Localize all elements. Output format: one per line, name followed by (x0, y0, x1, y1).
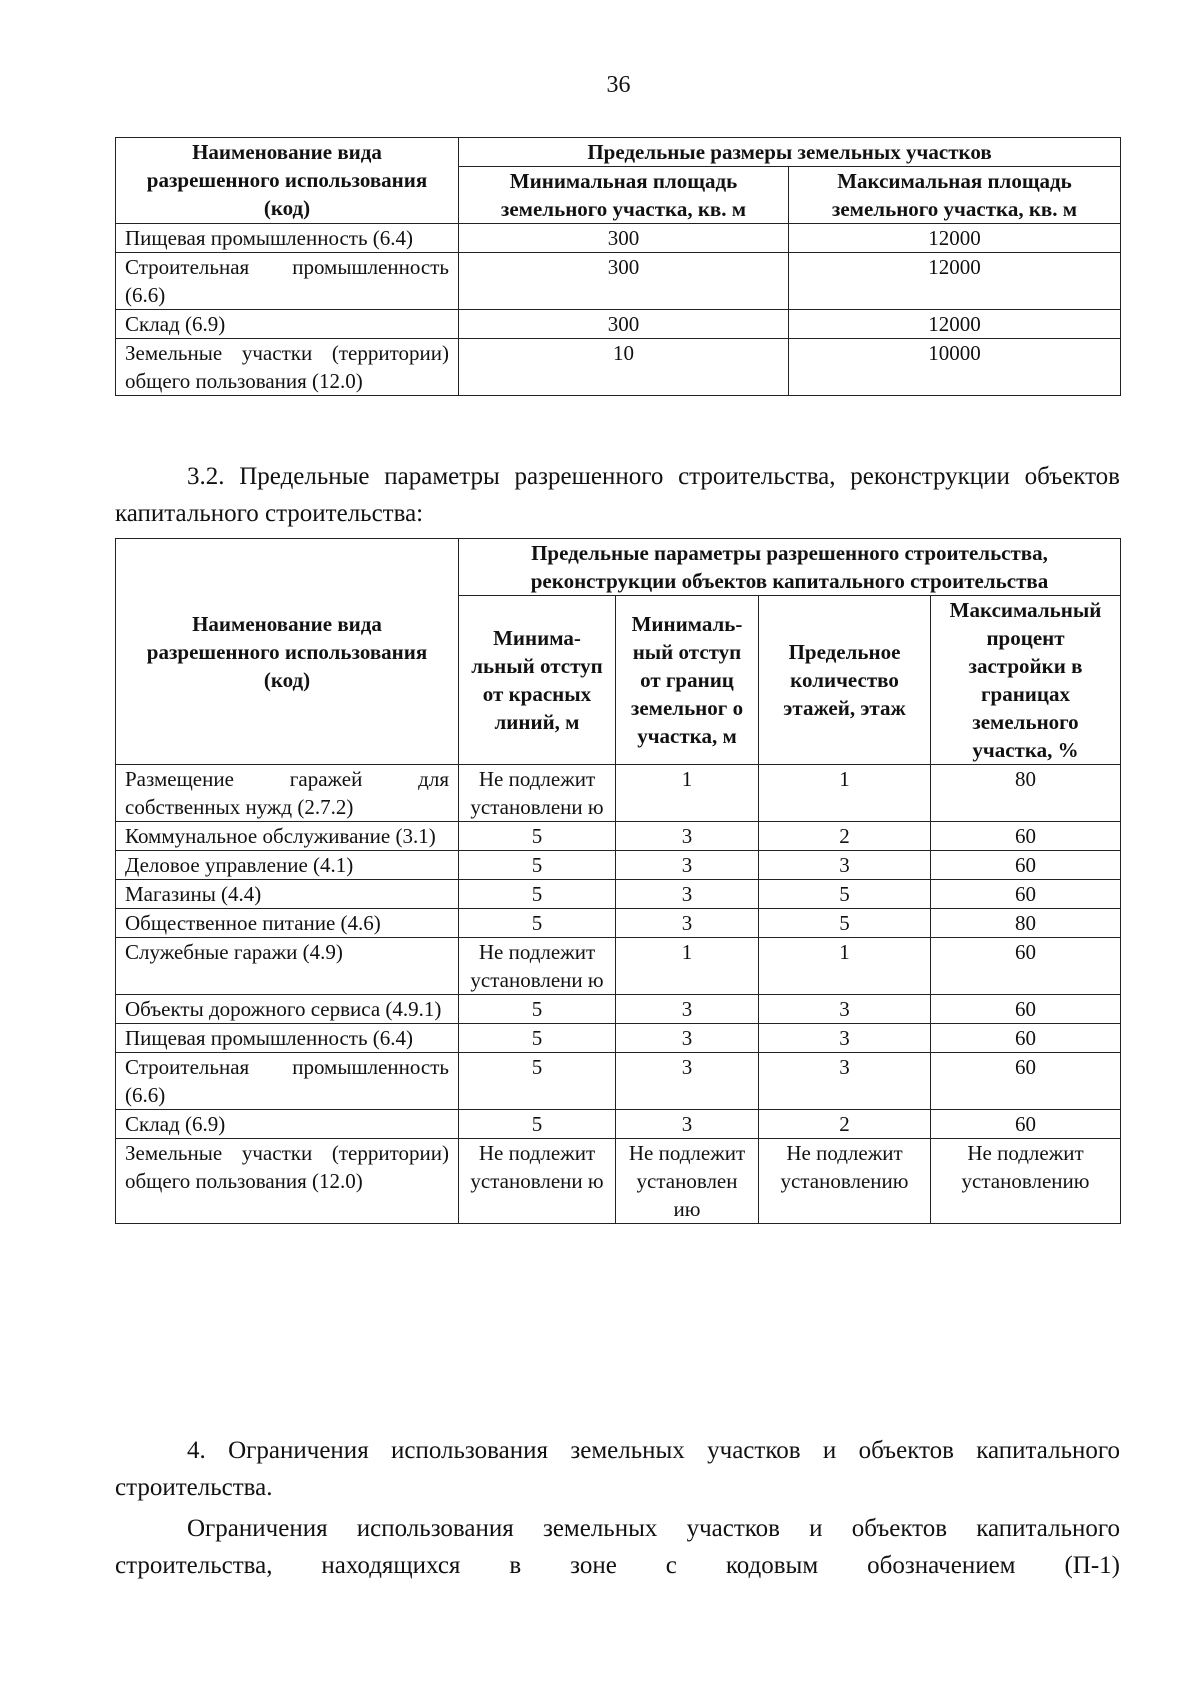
red-line-setback-value: Не подлежит установлени ю (459, 765, 616, 822)
red-line-setback-value: 5 (459, 995, 616, 1024)
use-type-name: Объекты дорожного сервиса (4.9.1) (116, 995, 459, 1024)
coverage-percent-value: 80 (931, 909, 1121, 938)
table-row (116, 253, 1121, 310)
table-row (116, 1024, 1121, 1053)
use-type-name: Размещение гаражей для собственных нужд (2.7.2) (116, 765, 459, 822)
coverage-percent-value: 60 (931, 1053, 1121, 1110)
floors-limit-value: 3 (759, 851, 931, 880)
header-construction-limits: Предельные параметры разрешенного строительства, реконструкции объектов капитального строительства (459, 539, 1121, 596)
use-type-name: Служебные гаражи (4.9) (116, 938, 459, 995)
boundary-setback-value: 3 (616, 1110, 759, 1139)
page-number: 36 (606, 72, 631, 98)
boundary-setback-value: Не подлежит установлен ию (616, 1139, 759, 1224)
use-type-name: Строительная промышленность (6.6) (116, 1053, 459, 1110)
boundary-setback-value: 3 (616, 995, 759, 1024)
use-type-name: Строительная промышленность (6.6) (116, 253, 459, 310)
table-row (116, 765, 1121, 822)
use-type-name: Деловое управление (4.1) (116, 851, 459, 880)
header-size-limits: Предельные размеры земельных участков (459, 138, 1121, 167)
boundary-setback-value: 3 (616, 822, 759, 851)
use-type-name: Земельные участки (территории) общего пользования (12.0) (116, 1139, 459, 1224)
red-line-setback-value: 5 (459, 909, 616, 938)
coverage-percent-value: Не подлежит установлению (931, 1139, 1121, 1224)
boundary-setback-value: 1 (616, 765, 759, 822)
coverage-percent-value: 60 (931, 1024, 1121, 1053)
table-row (116, 995, 1121, 1024)
table-row (116, 224, 1121, 253)
header-red-line-setback: Минима-льный отступ от красных линий, м (459, 596, 616, 765)
table-row (116, 310, 1121, 339)
header-min-area: Минимальная площадь земельного участка, кв. м (459, 167, 789, 224)
red-line-setback-value: 5 (459, 880, 616, 909)
coverage-percent-value: 60 (931, 995, 1121, 1024)
max-area-value: 12000 (789, 310, 1121, 339)
red-line-setback-value: Не подлежит установлени ю (459, 1139, 616, 1224)
red-line-setback-value: 5 (459, 1053, 616, 1110)
table-row (116, 880, 1121, 909)
boundary-setback-value: 3 (616, 851, 759, 880)
use-type-name: Земельные участки (территории) общего пользования (12.0) (116, 339, 459, 396)
coverage-percent-value: 60 (931, 938, 1121, 995)
section-4-paragraph: Ограничения использования земельных участков и объектов капитального строительства, находящихся в зоне с кодовым обозначением (П-1) (115, 1515, 1120, 1579)
use-type-name: Пищевая промышленность (6.4) (116, 1024, 459, 1053)
boundary-setback-value: 3 (616, 1024, 759, 1053)
floors-limit-value: 5 (759, 909, 931, 938)
floors-limit-value: 1 (759, 765, 931, 822)
coverage-percent-value: 60 (931, 880, 1121, 909)
header-max-area: Максимальная площадь земельного участка, кв. м (789, 167, 1121, 224)
coverage-percent-value: 60 (931, 1110, 1121, 1139)
floors-limit-value: 3 (759, 995, 931, 1024)
min-area-value: 10 (459, 339, 789, 396)
table-row (116, 822, 1121, 851)
min-area-value: 300 (459, 310, 789, 339)
table-row (116, 1110, 1121, 1139)
coverage-percent-value: 60 (931, 851, 1121, 880)
use-type-name: Магазины (4.4) (116, 880, 459, 909)
use-type-name: Пищевая промышленность (6.4) (116, 224, 459, 253)
header-boundary-setback: Минималь-ный отступ от границ земельног о участка, м (616, 596, 759, 765)
table-row (116, 1053, 1121, 1110)
red-line-setback-value: 5 (459, 851, 616, 880)
section-3-2-heading: 3.2. Предельные параметры разрешенного строительства, реконструкции объектов капитального строительства: (115, 463, 1120, 527)
table-row (116, 938, 1121, 995)
land-plot-size-table (115, 137, 1121, 396)
construction-parameters-table (115, 538, 1121, 1224)
red-line-setback-value: 5 (459, 1110, 616, 1139)
coverage-percent-value: 80 (931, 765, 1121, 822)
table-row (116, 1139, 1121, 1224)
header-floors-limit: Предельное количество этажей, этаж (759, 596, 931, 765)
header-use-type: Наименование вида разрешенного использования (код) (116, 539, 459, 765)
max-area-value: 12000 (789, 224, 1121, 253)
floors-limit-value: 3 (759, 1024, 931, 1053)
boundary-setback-value: 3 (616, 909, 759, 938)
floors-limit-value: 1 (759, 938, 931, 995)
red-line-setback-value: 5 (459, 1024, 616, 1053)
red-line-setback-value: 5 (459, 822, 616, 851)
use-type-name: Коммунальное обслуживание (3.1) (116, 822, 459, 851)
coverage-percent-value: 60 (931, 822, 1121, 851)
boundary-setback-value: 1 (616, 938, 759, 995)
floors-limit-value: 2 (759, 822, 931, 851)
use-type-name: Общественное питание (4.6) (116, 909, 459, 938)
floors-limit-value: 5 (759, 880, 931, 909)
floors-limit-value: 2 (759, 1110, 931, 1139)
min-area-value: 300 (459, 224, 789, 253)
table-row (116, 909, 1121, 938)
use-type-name: Склад (6.9) (116, 1110, 459, 1139)
max-area-value: 10000 (789, 339, 1121, 396)
header-coverage-percent: Максимальный процент застройки в границах земельного участка, % (931, 596, 1121, 765)
floors-limit-value: Не подлежит установлению (759, 1139, 931, 1224)
min-area-value: 300 (459, 253, 789, 310)
floors-limit-value: 3 (759, 1053, 931, 1110)
header-use-type: Наименование вида разрешенного использования (код) (116, 138, 459, 224)
max-area-value: 12000 (789, 253, 1121, 310)
section-4-heading: 4. Ограничения использования земельных участков и объектов капитального строительства. (115, 1437, 1120, 1501)
boundary-setback-value: 3 (616, 880, 759, 909)
table-row (116, 851, 1121, 880)
boundary-setback-value: 3 (616, 1053, 759, 1110)
use-type-name: Склад (6.9) (116, 310, 459, 339)
table-row (116, 339, 1121, 396)
red-line-setback-value: Не подлежит установлени ю (459, 938, 616, 995)
